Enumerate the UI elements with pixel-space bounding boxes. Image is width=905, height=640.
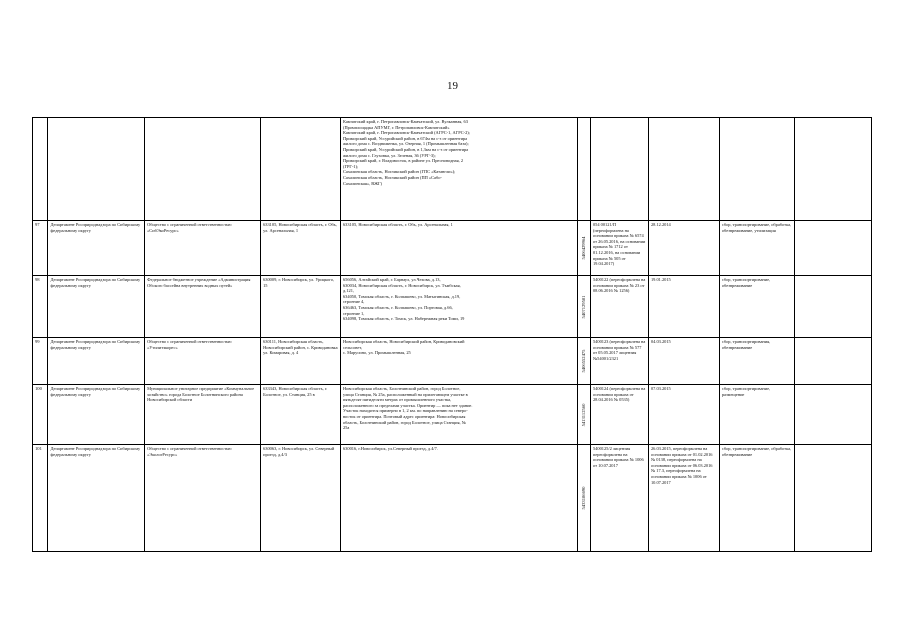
- row-number-cell: 97: [33, 221, 48, 276]
- inn-cell: [578, 445, 591, 552]
- site-address-line: 630034, Новосибирская область, г. Новосибирск, ул. Тъмбская,: [342, 282, 461, 288]
- row-number-cell: 100: [33, 385, 48, 445]
- legal-address-cell: 633105, Новосибирская область, г. Обь, ул. Арсенальная, 1: [261, 221, 341, 276]
- extra-cell: [794, 385, 871, 445]
- site-address-line: улица Станция, № 25а, расположенный на прилегающем участке в: [342, 391, 468, 397]
- row-number-cell: 99: [33, 338, 48, 385]
- site-address-line: Сахалинская», ВЖГ): [342, 180, 383, 186]
- legal-address-cell: 633343, Новосибирская область, г. Болотное, ул. Станция, 25 в: [261, 385, 341, 445]
- authority-cell: Департамент Росприроднадзора по Сибирскому федеральному округу: [48, 445, 145, 552]
- table-row: [33, 276, 872, 338]
- site-address-line: строение 1,: [342, 310, 365, 316]
- inn-value: 5406552475: [581, 349, 587, 373]
- site-address-line: жилого дома с. Глуховка, ул. Зеленая, 36 (УРГ-3);: [342, 152, 436, 158]
- site-address-line: 636463, Томская область, г. Колпашево, ул. Портовая, д.66,: [342, 304, 453, 310]
- table-row: [33, 445, 872, 552]
- activity-type-cell: [719, 118, 794, 221]
- issue-date-cell: 28.12.2014: [648, 221, 719, 276]
- site-address-line: 634050, Томская область, г. Колпашево, ул. Матыгинская, д.19,: [342, 293, 461, 299]
- site-address-line: восток от ориентира. Почтовый адрес ориентира: Новосибирская: [342, 413, 466, 419]
- site-address-line: строение 4,: [342, 299, 365, 305]
- extra-cell: [794, 445, 871, 552]
- activity-type-cell: сбор, транспортирование, обработка, обезвреживание: [719, 445, 794, 552]
- site-address-line: Приморский край, г. Владивосток, в районе ул. Пресноводная, 2: [342, 158, 464, 164]
- site-address-line: 633105, Новосибирская область, г. Обь, ул. Арсенальная, 1: [342, 222, 453, 227]
- organization-cell: Общество с ограниченной ответственностью «ЭкологРесурс»: [145, 445, 261, 552]
- site-address-line: с. Марусино, ул. Промышленная, 25: [342, 350, 411, 356]
- site-address-cell: [340, 118, 577, 221]
- activity-type-cell: сбор, транспортирование, обезвреживание: [719, 276, 794, 338]
- activity-type-cell: сбор, транспортирования, обезвреживание: [719, 338, 794, 385]
- authority-cell: Департамент Росприроднадзора по Сибирскому федеральному округу: [48, 276, 145, 338]
- inn-value: 5407129581: [581, 295, 587, 318]
- extra-cell: [794, 118, 871, 221]
- inn-cell: [578, 118, 591, 221]
- issue-date-cell: 26.03.2015, переоформлена на основании приказа от 01.02.2016 № 0138, переоформлена на основании приказа от 06.03.2016 № 17.3, переоформлена на основании приказа № 1006 от 10.07.2017: [648, 445, 719, 552]
- site-address-line: Сахалинская область, Ногликский район (ПП «Сабо-: [342, 174, 442, 180]
- table-row: [33, 118, 872, 221]
- site-address-cell: [340, 338, 577, 385]
- extra-cell: [794, 276, 871, 338]
- issue-date-cell: 04.03.2015: [648, 338, 719, 385]
- site-address-line: сельсовет,: [342, 344, 362, 350]
- site-address-line: пятьдесят пятидесяти метрах от промышленного участка,: [342, 397, 452, 403]
- site-address-line: Новосибирская область, Новосибирский район, Криводановский: [342, 339, 465, 344]
- site-address-line: (ГРГ-1);: [342, 163, 359, 169]
- site-address-cell: [340, 385, 577, 445]
- inn-cell: [578, 221, 591, 276]
- license-cell: 5400125/2 лицензия переоформлена на основании приказа № 1006 от 10.07.2017: [590, 445, 648, 552]
- site-address-line: 656056, Алтайский край, г. Барнаул, ул.Чехова, д.13,: [342, 277, 441, 282]
- site-address-line: (Промплощадка АПУМГ, г. Петропавловск-Камчатский»: [342, 124, 450, 130]
- activity-type-cell: сбор, транспортирование, размещение: [719, 385, 794, 445]
- site-address-line: 634098, Томская область, г. Томск, ул. Набережная реки Томи, 19: [342, 316, 465, 322]
- row-number-cell: 98: [33, 276, 48, 338]
- site-address-line: расположенного за пределами участка. Ориентир — пока нет здание.: [342, 402, 473, 408]
- table-row: [33, 338, 872, 385]
- site-address-line: Приморский край, Уссурийский район, в 674м на с-з от ориентира: [342, 135, 468, 141]
- site-address-line: Приморский край, Уссурийский район, в 1,3км на с-з от ориентира: [342, 146, 469, 152]
- legal-address-cell: 630009, г. Новосибирск, ул. Урицкого, 15: [261, 276, 341, 338]
- organization-cell: [145, 118, 261, 221]
- site-address-line: Новосибирская область, Болотнинский район, город Болотное,: [342, 386, 461, 391]
- site-address-line: 630016, г.Новосибирск, ул.Северный проезд, д.4/7.: [342, 446, 438, 451]
- site-address-line: 25а: [342, 425, 350, 431]
- inn-cell: [578, 338, 591, 385]
- organization-cell: Федеральное бюджетное учреждение «Администрация Обского бассейна внутренних водных путей»: [145, 276, 261, 338]
- inn-cell: [578, 276, 591, 338]
- inn-value: 5433186690: [581, 486, 587, 510]
- table-row: [33, 221, 872, 276]
- organization-cell: Общество с ограниченной ответственностью «Утилитэкорес»: [145, 338, 261, 385]
- site-address-cell: [340, 221, 577, 276]
- issue-date-cell: 07.03.2015: [648, 385, 719, 445]
- site-address-line: Участок находится примерно в 1, 2 км. по направлению на северо-: [342, 408, 468, 414]
- legal-address-cell: 630063, г. Новосибирск, ул. Северный проезд, д.4/3: [261, 445, 341, 552]
- row-number-cell: 101: [33, 445, 48, 552]
- site-address-line: жилого дома с. Воздвиженка, ул. Озерная, 1 (Промышленная база);: [342, 141, 469, 147]
- authority-cell: Департамент Росприроднадзора по Сибирскому федеральному округу: [48, 338, 145, 385]
- authority-cell: [48, 118, 145, 221]
- site-address-line: Сахалинская область, Ногликский район (ГПС «Катангли»);: [342, 169, 456, 175]
- legal-address-cell: [261, 118, 341, 221]
- legal-address-cell: 630111, Новосибирская область, Новосибирский район, с. Криводановка ул. Комаровая, д. 4: [261, 338, 341, 385]
- license-cell: 054 00121/П (переоформлена на основании приказа № 6574 от 26.05.2016, на основании приказа № 1712 от 01.12.2016, на основании приказа № 505 от 19.04.2017): [590, 221, 648, 276]
- page-number: 19: [447, 80, 458, 92]
- site-address-line: Камчатский край, г. Петропавловск-Камчатский, ул. Вулканная, 63: [342, 119, 468, 124]
- inn-value: 5406429964: [581, 236, 587, 260]
- issue-date-cell: [648, 118, 719, 221]
- table-row: [33, 385, 872, 445]
- organization-cell: Общество с ограниченной ответственностью «СибЭкоРесурс»: [145, 221, 261, 276]
- license-cell: 5400122 (переоформлена на основании приказа № 23 от 08.06.2016 № 1256): [590, 276, 648, 338]
- site-address-cell: [340, 445, 577, 552]
- row-number-cell: [33, 118, 48, 221]
- issue-date-cell: 19.01.2015: [648, 276, 719, 338]
- extra-cell: [794, 338, 871, 385]
- site-address-line: д.121,: [342, 288, 354, 294]
- site-address-line: область, Болотнинский район, город Болотное, улица Станция, №: [342, 419, 466, 425]
- organization-cell: Муниципальное унитарное предприятие «Коммунальное хозяйство» города Болотное Болотнинского района Новосибирской области: [145, 385, 261, 445]
- site-address-line: Камчатский край, г. Петропавловск-Камчатский (АГРС-1, АГРС-2);: [342, 130, 470, 136]
- authority-cell: Департамент Росприроднадзора по Сибирскому федеральному округу: [48, 385, 145, 445]
- authority-cell: Департамент Росприроднадзора по Сибирскому федеральному округу: [48, 221, 145, 276]
- license-cell: 5400124 (переоформлена на основании приказа от 28.04.2016 № 0535): [590, 385, 648, 445]
- inn-cell: [578, 385, 591, 445]
- license-cell: 5400123 (переоформлена на основании приказа № 577 от 05.05.2017 лицензия №54001/2321: [590, 338, 648, 385]
- license-registry-table: [32, 117, 872, 552]
- inn-value: 5413112560: [581, 403, 587, 426]
- extra-cell: [794, 221, 871, 276]
- activity-type-cell: сбор, транспортирование, обработка, обезвреживание, утилизация: [719, 221, 794, 276]
- site-address-cell: [340, 276, 577, 338]
- license-cell: [590, 118, 648, 221]
